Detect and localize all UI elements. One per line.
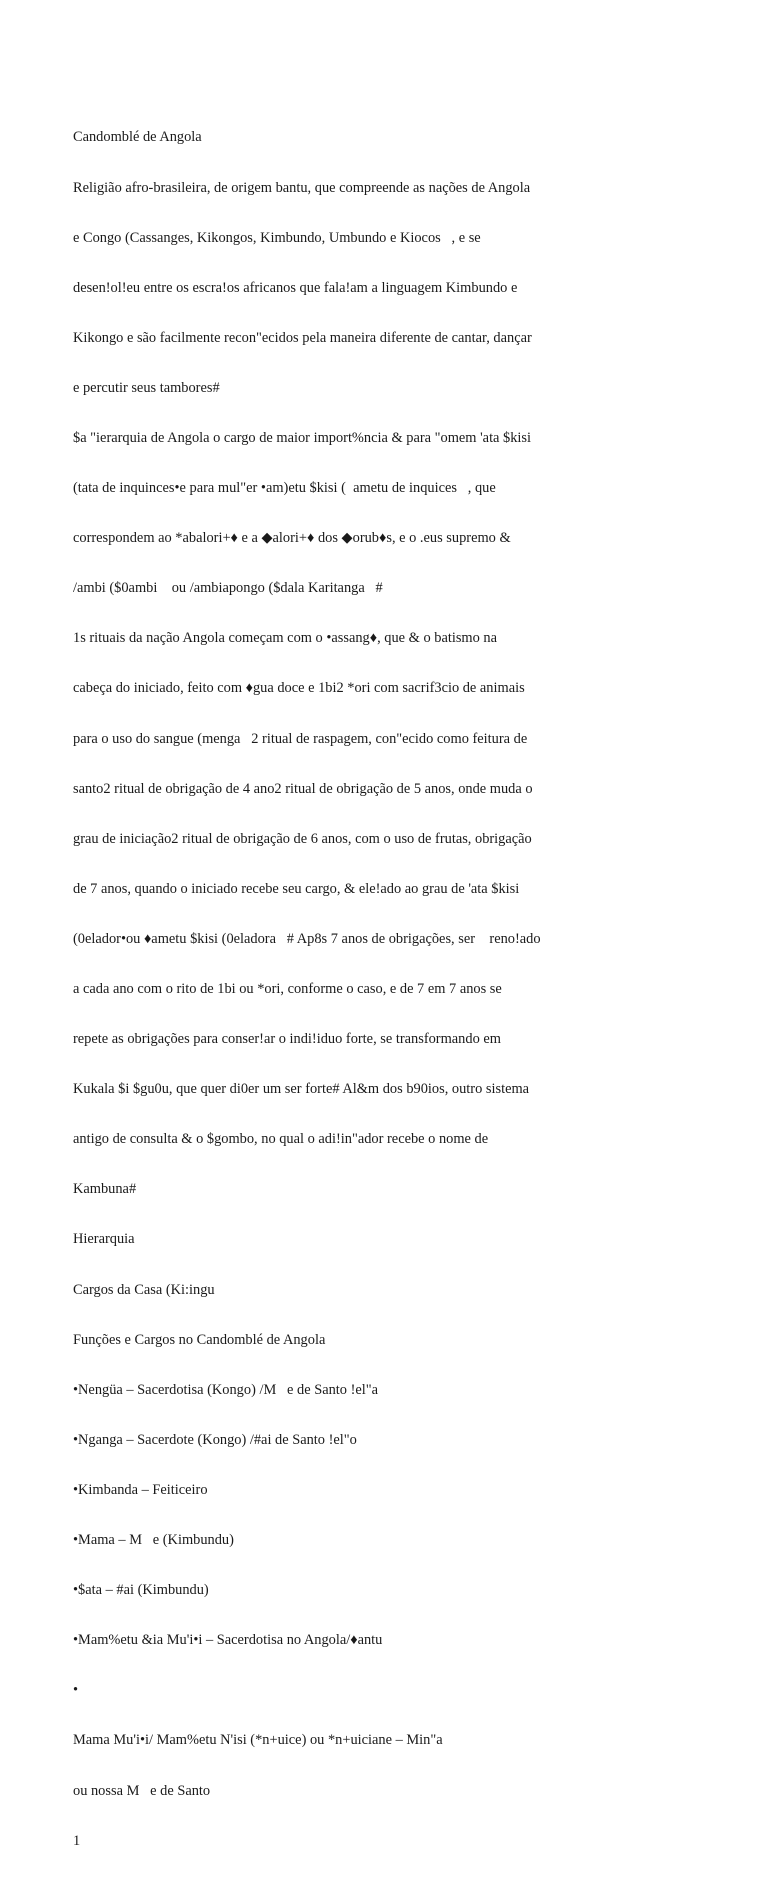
- paragraph-line: ou nossa M e de Santo: [73, 1782, 211, 1799]
- document-text: [73, 96, 593, 1883]
- paragraph-line: e Congo (Cassanges, Kikongos, Kimbundo, Umbundo e Kiocos , e se: [73, 229, 481, 246]
- paragraph-line: correspondem ao *abalori+♦ e a ◆alori+♦ dos ◆orub♦s, e o .eus supremo &: [73, 530, 511, 547]
- section-heading-cargos: Cargos da Casa (Ki:ingu: [73, 1281, 215, 1298]
- list-item: •$ata – #ai (Kimbundu): [73, 1582, 209, 1599]
- section-heading-funcoes: Funções e Cargos no Candomblé de Angola: [73, 1331, 326, 1348]
- paragraph-line: /ambi ($0ambi ou /ambiapongo ($dala Karitanga #: [73, 580, 383, 597]
- list-item: •Nengüa – Sacerdotisa (Kongo) /M e de Santo !el"a: [73, 1381, 379, 1398]
- paragraph-line: repete as obrigações para conser!ar o indi!iduo forte, se transformando em: [73, 1031, 501, 1048]
- paragraph-line: Kambuna#: [73, 1181, 137, 1198]
- paragraph-line: santo2 ritual de obrigação de 4 ano2 ritual de obrigação de 5 anos, onde muda o: [73, 780, 533, 797]
- paragraph-line: antigo de consulta & o $gombo, no qual o adi!in"ador recebe o nome de: [73, 1131, 489, 1148]
- paragraph-line: Kukala $i $gu0u, que quer di0er um ser forte# Al&m dos b90ios, outro sistema: [73, 1081, 530, 1098]
- paragraph-line: $a "ierarquia de Angola o cargo de maior import%ncia & para "omem 'ata $kisi: [73, 429, 532, 446]
- list-item: •Mam%etu &ia Mu'i•i – Sacerdotisa no Angola/♦antu: [73, 1632, 383, 1649]
- page-number: 1: [73, 1832, 81, 1849]
- paragraph-line: cabeça do iniciado, feito com ♦gua doce e 1bi2 *ori com sacrif3cio de animais: [73, 680, 525, 697]
- list-item: •Kimbanda – Feiticeiro: [73, 1481, 208, 1498]
- document-title: Candomblé de Angola: [73, 129, 202, 146]
- paragraph-line: grau de iniciação2 ritual de obrigação de 6 anos, com o uso de frutas, obrigação: [73, 830, 532, 847]
- section-heading-hierarquia: Hierarquia: [73, 1231, 135, 1248]
- paragraph-line: (0elador•ou ♦ametu $kisi (0eladora # Ap8s 7 anos de obrigações, ser reno!ado: [73, 930, 541, 947]
- paragraph-line: desen!ol!eu entre os escra!os africanos que fala!am a linguagem Kimbundo e: [73, 279, 518, 296]
- list-item: •Nganga – Sacerdote (Kongo) /#ai de Santo !el"o: [73, 1431, 357, 1448]
- paragraph-line: de 7 anos, quando o iniciado recebe seu cargo, & ele!ado ao grau de 'ata $kisi: [73, 880, 520, 897]
- paragraph-line: a cada ano com o rito de 1bi ou *ori, conforme o caso, e de 7 em 7 anos se: [73, 981, 502, 997]
- paragraph-line: (tata de inquinces•e para mul"er •am)etu $kisi ( ametu de inquices , que: [73, 480, 496, 497]
- paragraph-line: e percutir seus tambores#: [73, 379, 220, 396]
- list-item: •: [73, 1682, 79, 1699]
- paragraph-line: Religião afro-brasileira, de origem bantu, que compreende as nações de Angola: [73, 179, 531, 196]
- paragraph-line: 1s rituais da nação Angola começam com o •assang♦, que & o batismo na: [73, 630, 498, 647]
- paragraph-line: Mama Mu'i•i/ Mam%etu N'isi (*n+uice) ou *n+uiciane – Min"a: [73, 1732, 443, 1749]
- paragraph-line: para o uso do sangue (menga 2 ritual de raspagem, con"ecido como feitura de: [73, 730, 528, 747]
- list-item: •Mama – M e (Kimbundu): [73, 1532, 234, 1549]
- paragraph-line: Kikongo e são facilmente recon"ecidos pela maneira diferente de cantar, dançar: [73, 329, 532, 346]
